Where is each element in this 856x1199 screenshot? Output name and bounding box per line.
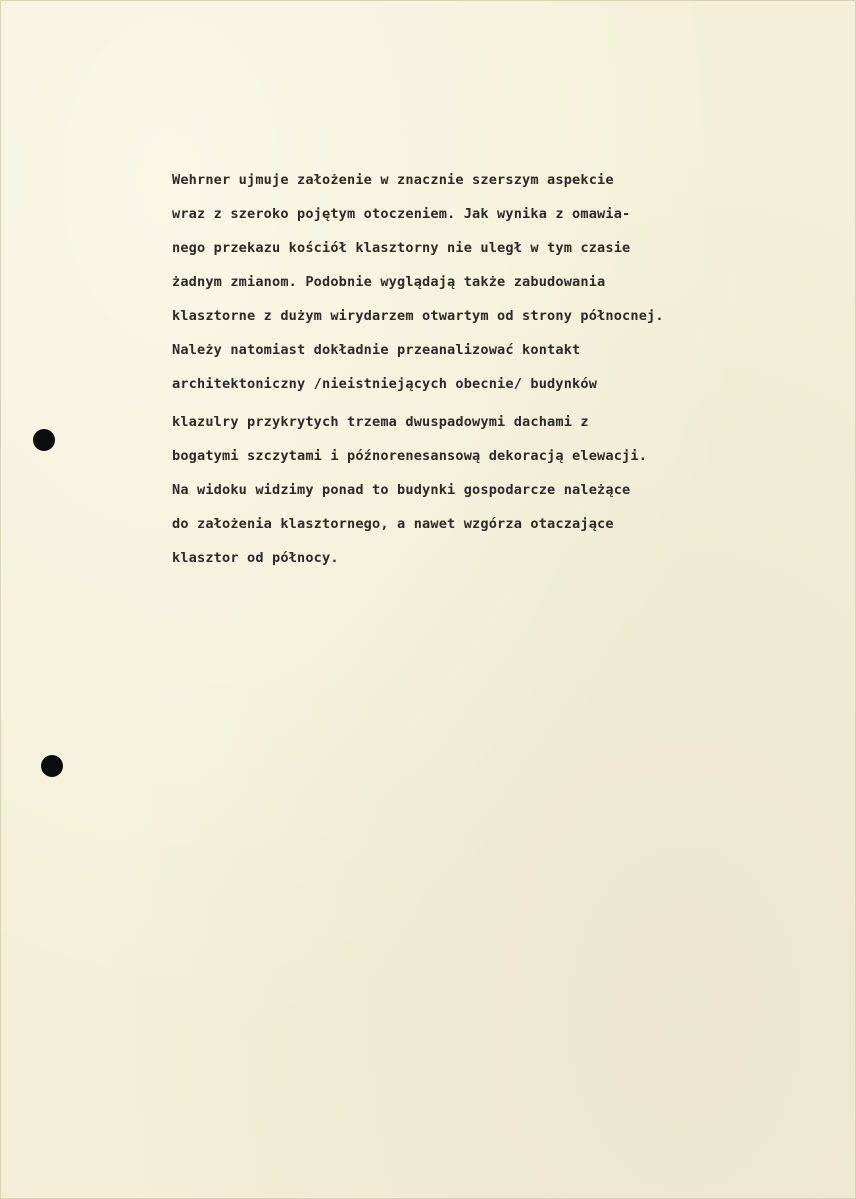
text-line: klazulry przykrytych trzema dwuspadowymi dachami z	[172, 414, 589, 430]
punch-hole-top	[33, 429, 55, 451]
punch-hole-bottom	[41, 755, 63, 777]
text-line: Należy natomiast dokładnie przeanalizować kontakt	[172, 342, 581, 358]
text-line: do założenia klasztornego, a nawet wzgórza otaczające	[172, 516, 614, 532]
text-line: bogatymi szczytami i późnorenesansową dekoracją elewacji.	[172, 448, 648, 464]
text-line: architektoniczny /nieistniejących obecnie/ budynków	[172, 376, 598, 392]
text-line: Na widoku widzimy ponad to budynki gospodarcze należące	[172, 482, 631, 498]
text-line: wraz z szeroko pojętym otoczeniem. Jak wynika z omawia-	[172, 206, 631, 222]
typewritten-text	[172, 163, 812, 575]
text-line: nego przekazu kościół klasztorny nie uległ w tym czasie	[172, 240, 631, 256]
text-line: Wehrner ujmuje założenie w znacznie szerszym aspekcie	[172, 172, 614, 188]
text-line: klasztor od północy.	[172, 550, 339, 566]
text-line: żadnym zmianom. Podobnie wyglądają także zabudowania	[172, 274, 606, 290]
text-line: klasztorne z dużym wirydarzem otwartym od strony północnej.	[172, 308, 664, 324]
